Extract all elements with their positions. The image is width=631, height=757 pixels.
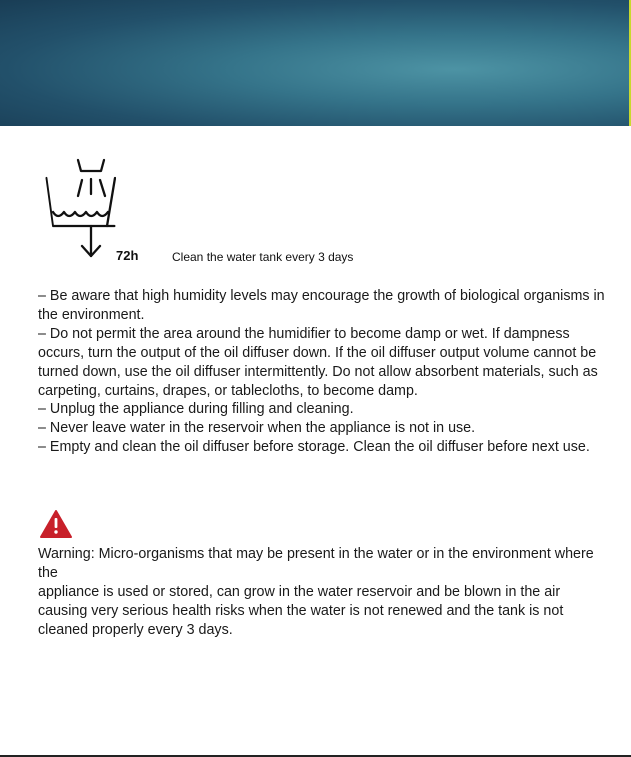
safety-note: – Do not permit the area around the humidifier to become damp or wet. If dampness occurs, turn the output of the oil diffuser down. If the oil diffuser output volume cannot be turned down, use the oil diffuser intermittently. Do not allow absorbent materials, such as carpeting, curtains, drapes, or tablecloths, to become damp.	[38, 325, 598, 399]
safety-note: – Never leave water in the reservoir when the appliance is not in use.	[38, 420, 476, 437]
safety-note: – Unplug the appliance during filling and cleaning.	[38, 401, 354, 418]
water-tank-drain-icon	[44, 154, 116, 260]
warning-text	[38, 545, 613, 640]
warning-triangle-icon	[39, 509, 73, 539]
safety-notes	[38, 287, 613, 457]
header-banner	[0, 0, 631, 126]
cleaning-caption: Clean the water tank every 3 days	[172, 250, 354, 264]
warning-line: cleaned properly every 3 days.	[38, 621, 233, 638]
warning-line: appliance is used or stored, can grow in the water reservoir and be blown in the air	[38, 583, 561, 600]
warning-line: causing very serious health risks when the water is not renewed and the tank is not	[38, 602, 564, 619]
safety-note: – Be aware that high humidity levels may encourage the growth of biological organisms in the environment.	[38, 288, 605, 323]
safety-note: – Empty and clean the oil diffuser before storage. Clean the oil diffuser before next use.	[38, 439, 590, 456]
warning-line: Warning: Micro-organisms that may be present in the water or in the environment where the	[38, 546, 594, 581]
cleaning-interval-label: 72h	[116, 248, 139, 263]
